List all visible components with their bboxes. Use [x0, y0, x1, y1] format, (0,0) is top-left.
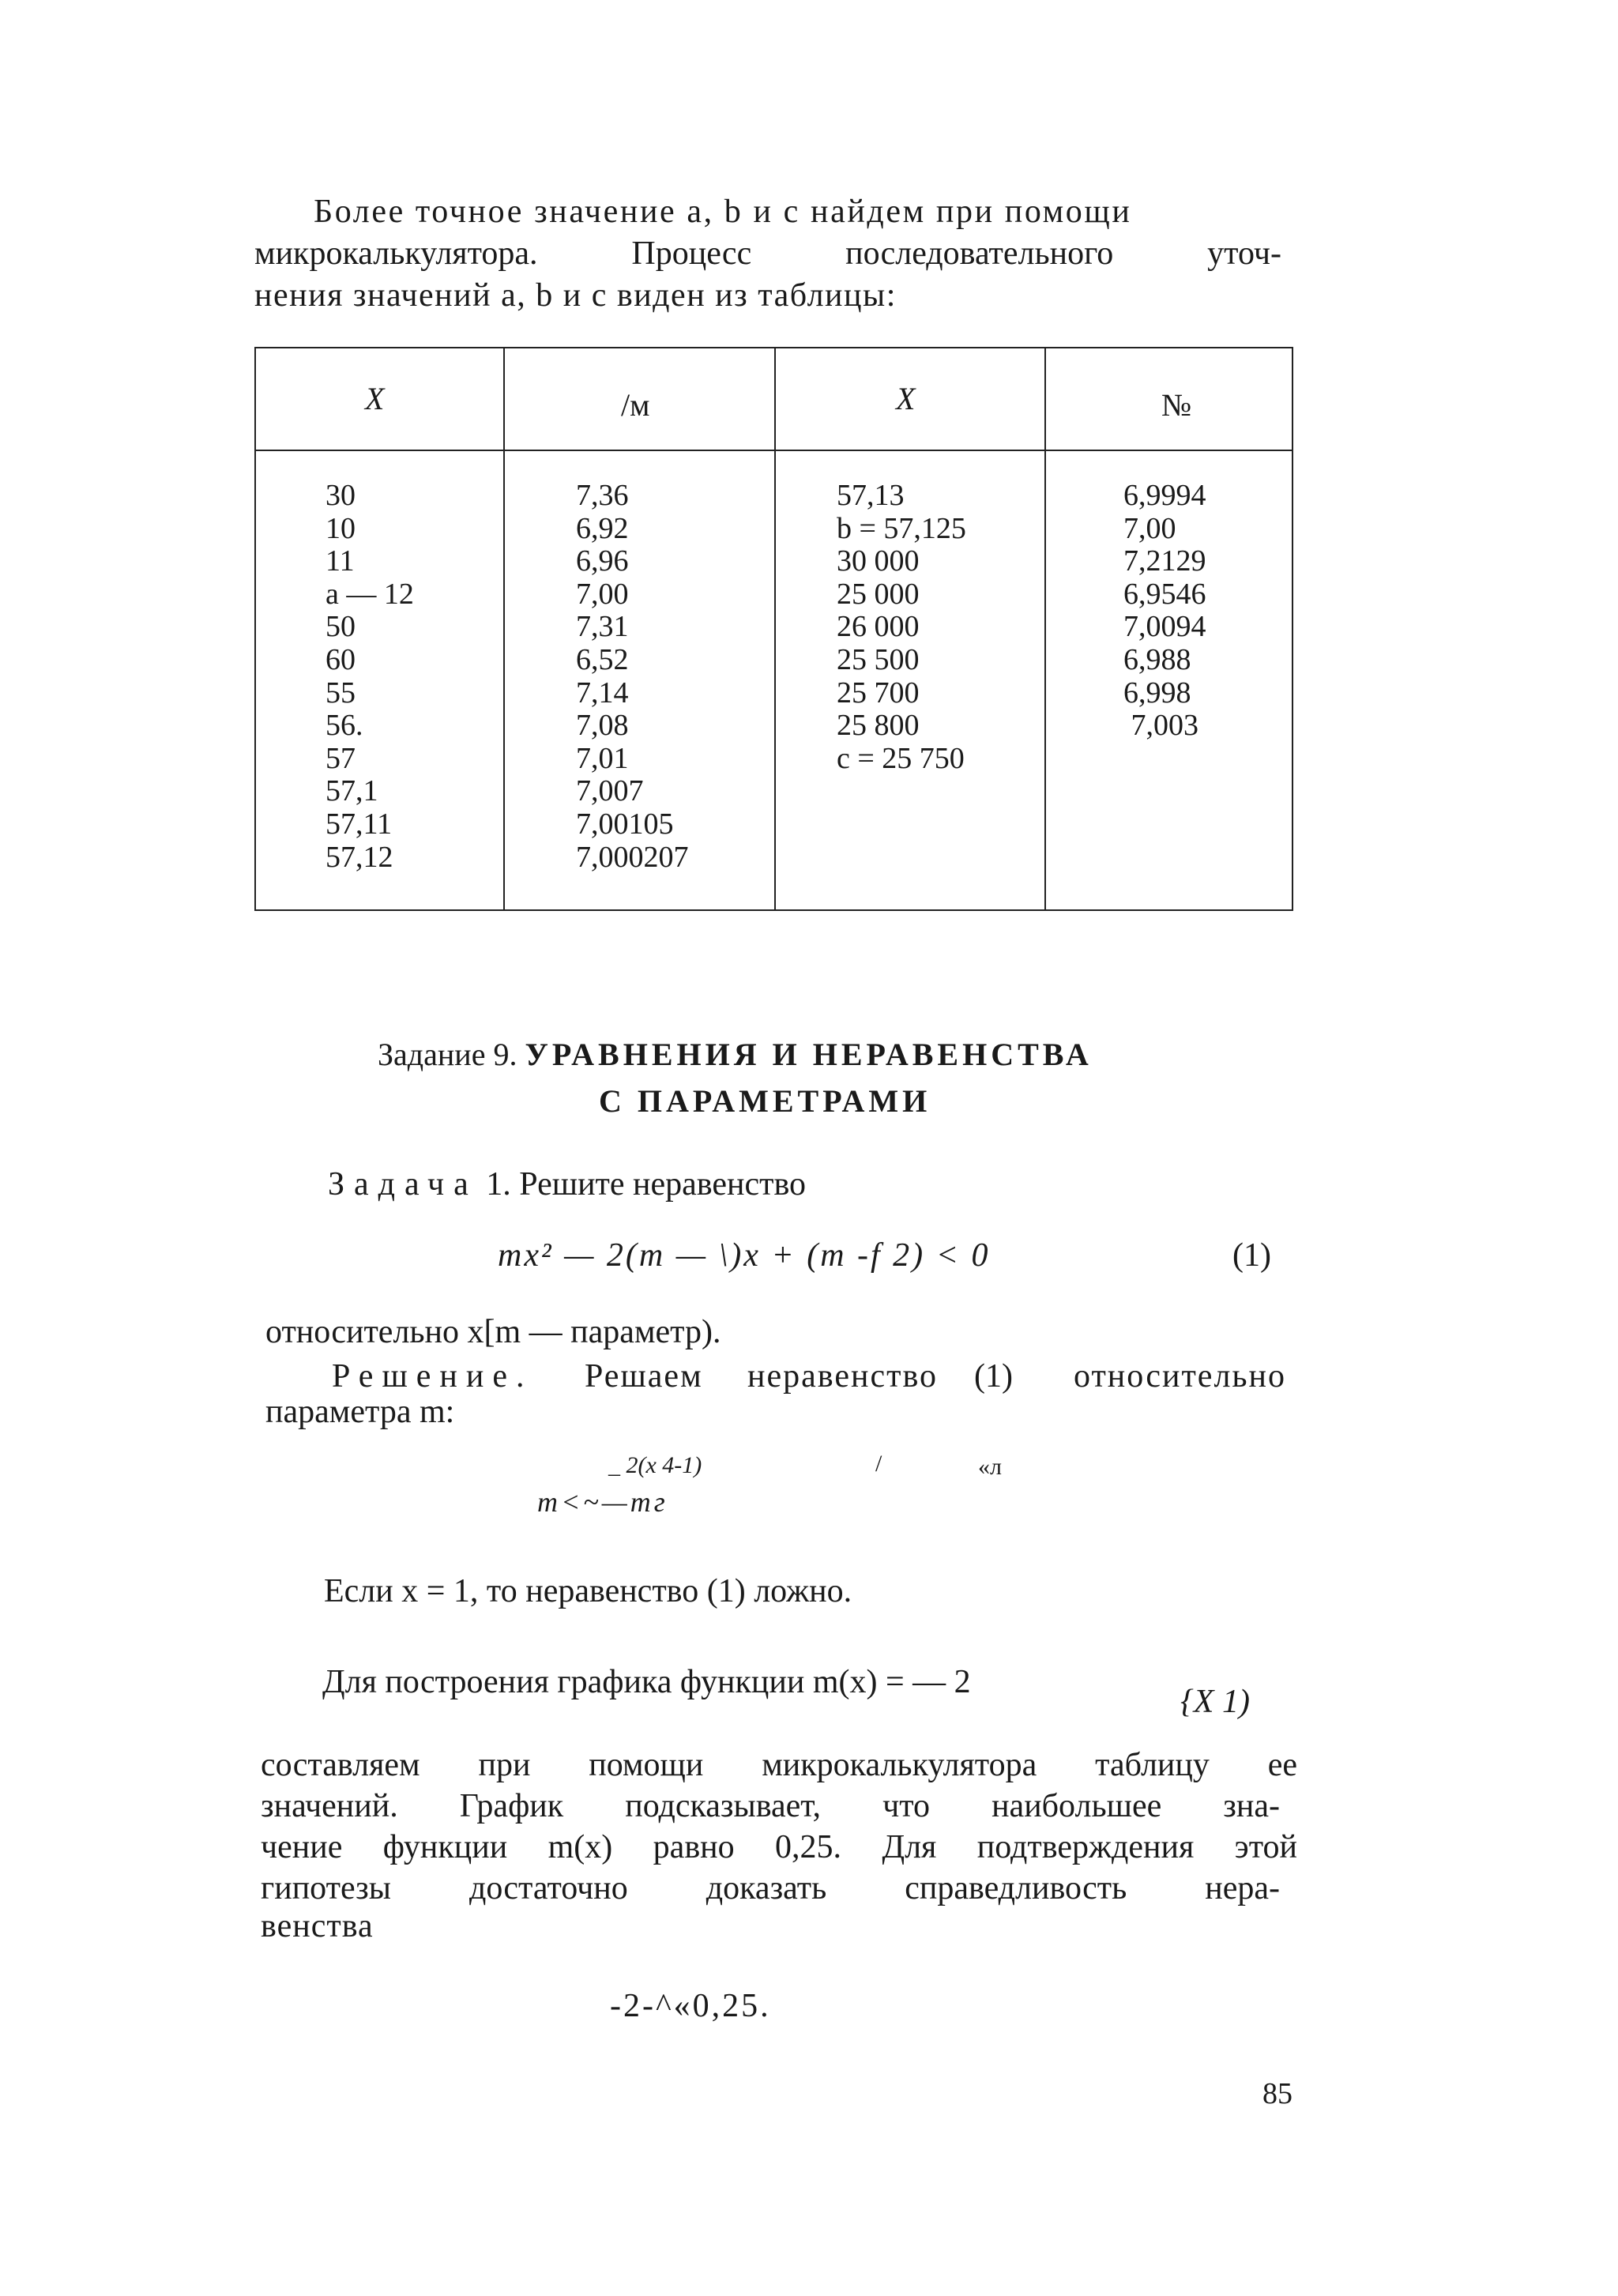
graph-line: Для построения графика функции m(x) = — 2 — [322, 1664, 971, 1700]
intro-line-3: нения значений а, b и c виден из таблицы: — [254, 277, 897, 314]
table-divider — [503, 348, 505, 909]
page-number: 85 — [1262, 2077, 1293, 2110]
intro-line-1: Более точное значение a, b и c найдем при помощи — [314, 194, 1132, 230]
table-header-rule — [256, 450, 1292, 451]
parameter-line-text: параметра m: — [265, 1394, 455, 1430]
task-text: 1. Решите неравенство — [486, 1166, 807, 1203]
table-header-fm: /м — [621, 387, 650, 423]
solution-word-1: Решаем — [585, 1358, 703, 1395]
table-divider — [1044, 348, 1046, 909]
table-column-fm-values: 7,36 6,92 6,96 7,00 7,31 6,52 7,14 7,08 7,01 7,007 7,00105 7,000207 — [576, 479, 689, 874]
task-label: Задача — [328, 1166, 478, 1203]
solution-word-4: относительно — [1074, 1358, 1287, 1395]
table-divider — [774, 348, 776, 909]
table-column-x-values: 30 10 11 а — 12 50 60 55 56. 57 57,1 57,11 57,12 — [325, 479, 414, 874]
paragraph-line-1: составляем при помощи микрокалькулятора таблицу ее — [261, 1747, 1297, 1783]
table-header-numero: № — [1161, 387, 1192, 423]
final-inequality: -2-^«0,25. — [610, 1988, 771, 2024]
section-title-2: С ПАРАМЕТРАМИ — [599, 1083, 931, 1119]
values-table — [254, 347, 1293, 911]
parameter-line — [265, 1393, 454, 1431]
table-column-numero-values: 6,9994 7,00 7,2129 6,9546 7,0094 6,988 6,998 7,003 — [1123, 479, 1206, 743]
paragraph-line-5: венства — [261, 1908, 374, 1944]
table-header-x1: X — [365, 381, 385, 416]
task-formula: mx² — 2(m — \)x + (m -f 2) < 0 — [498, 1237, 991, 1274]
task-statement — [328, 1165, 806, 1203]
paragraph-line-3: чение функции m(x) равно 0,25. Для подтверждения этой — [261, 1829, 1297, 1865]
table-header-x2: X — [896, 381, 916, 416]
section-prefix: Задание 9. — [378, 1037, 517, 1072]
task-formula-number: (1) — [1232, 1237, 1271, 1274]
paragraph-line-4: гипотезы достаточно доказать справедливость нера- — [261, 1870, 1280, 1906]
solution-word-2: неравенство — [747, 1358, 939, 1395]
intro-line-2: микрокалькулятора. Процесс последовательного уточ- — [254, 235, 1281, 272]
fraction-right: «л — [978, 1454, 1002, 1480]
section-title-1: УРАВНЕНИЯ И НЕРАВЕНСТВА — [525, 1037, 1093, 1072]
section-heading-line-1 — [378, 1036, 1093, 1073]
solution-label: Решение. — [332, 1358, 533, 1395]
relative-line: относительно x[m — параметр). — [265, 1314, 721, 1350]
paragraph-line-2: значений. График подсказывает, что наибольшее зна- — [261, 1788, 1280, 1824]
graph-aside: {X 1) — [1180, 1684, 1250, 1720]
fraction-top: _ 2(x 4-1) — [608, 1452, 702, 1478]
solution-word-3: (1) — [974, 1358, 1013, 1395]
fraction-bottom: m<~—mг — [537, 1486, 668, 1518]
fraction-slash: / — [875, 1451, 882, 1477]
if-line: Если x = 1, то неравенство (1) ложно. — [324, 1573, 852, 1609]
table-column-x2-values: 57,13 b = 57,125 30 000 25 000 26 000 25 500 25 700 25 800 с = 25 750 — [837, 479, 966, 775]
